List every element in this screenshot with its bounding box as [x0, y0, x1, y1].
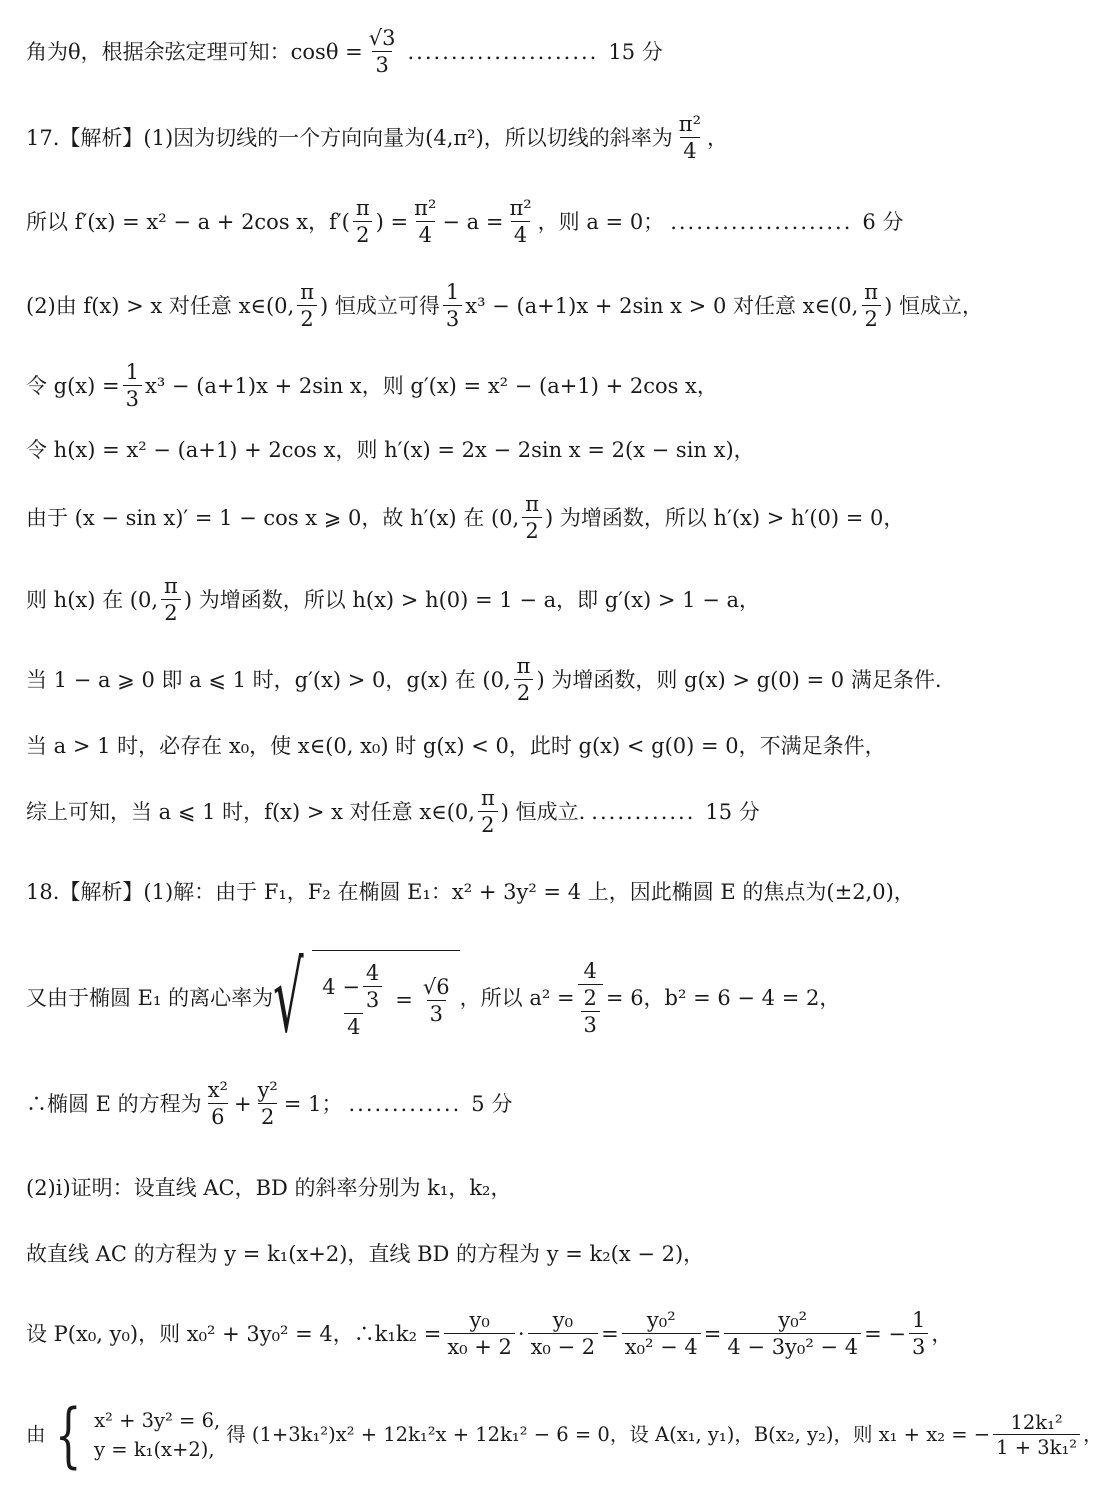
- brace-icon: {: [54, 1394, 82, 1476]
- denominator: [578, 984, 603, 1036]
- numerator: 2: [583, 985, 597, 1010]
- line-4: [26, 282, 1060, 330]
- fraction-pi-over-2: [514, 656, 534, 704]
- text: 当 a > 1 时，必存在 x₀，使 x∈(0, x₀) 时 g(x) < 0，此时 g(x) < g(0) = 0，不满足条件，: [26, 734, 886, 758]
- fraction-1-over-3: [123, 362, 142, 410]
- text: 则 h(x) 在 (0,: [26, 587, 159, 612]
- denominator: x₀ + 2: [444, 1333, 515, 1358]
- fraction-y2-over-2: [255, 1080, 281, 1128]
- line-18: [26, 1394, 1103, 1476]
- line-12: [26, 882, 1060, 903]
- radical-sign: √: [273, 942, 304, 1054]
- text: 由: [26, 1423, 46, 1447]
- fraction-1-over-3: [443, 282, 462, 330]
- denominator: 3: [372, 51, 391, 76]
- denominator: 3: [443, 305, 462, 330]
- text: 令 h(x) = x² − (a+1) + 2cos x，则 h′(x) = 2x − 2sin x = 2(x − sin x)，: [26, 438, 755, 462]
- text: ) 为增函数，所以 h(x) > h(0) = 1 − a，即 g′(x) > 1 − a，: [183, 587, 761, 612]
- text: ) =: [375, 209, 409, 234]
- text: ，: [931, 1321, 953, 1346]
- text: ，所以 a² =: [459, 985, 575, 1010]
- denominator: 3: [363, 986, 382, 1011]
- leader-dots: .....................: [670, 209, 853, 234]
- fraction-4-over-2-over-3: [578, 958, 603, 1037]
- text: 得 (1+3k₁²)x² + 12k₁²x + 12k₁² − 6 = 0，设 A(x₁, y₁)，B(x₂, y₂)，则 x₁ + x₂ = −: [226, 1423, 991, 1447]
- text: ，: [1083, 1423, 1103, 1447]
- score: 6 分: [862, 209, 904, 234]
- numerator: 1: [445, 280, 460, 304]
- fraction-4: [724, 1310, 861, 1358]
- denominator: 1 + 3k₁²: [993, 1434, 1080, 1458]
- fraction-4-over-3: [363, 963, 382, 1011]
- equation-1: x² + 3y² = 6,: [94, 1408, 221, 1432]
- line-8: [26, 576, 1060, 624]
- text: ，则 a = 0；: [537, 209, 665, 234]
- text: ) 为增函数，所以 h′(x) > h′(0) = 0，: [545, 505, 905, 530]
- text: ∴椭圆 E 的方程为: [26, 1091, 202, 1116]
- line-13: [26, 942, 1060, 1054]
- score: 15 分: [608, 39, 663, 64]
- denominator: 2: [862, 305, 881, 330]
- fraction-pi-over-2: [353, 198, 373, 246]
- numerator: [319, 963, 388, 1013]
- plus: +: [233, 1091, 252, 1116]
- numerator: 1: [125, 360, 139, 384]
- fraction-5: [909, 1310, 928, 1358]
- text: x³ − (a+1)x + 2sin x > 0 对任意 x∈(0,: [465, 293, 859, 318]
- text: 故直线 AC 的方程为 y = k₁(x+2)，直线 BD 的方程为 y = k₂(x − 2)，: [26, 1242, 705, 1266]
- text: 18.【解析】(1)解：由于 F₁，F₂ 在椭圆 E₁：x² + 3y² = 4 上，因此椭圆 E 的焦点为(±2,0)，: [26, 880, 915, 904]
- denominator: 2: [353, 221, 372, 246]
- fraction-x2-over-6: [205, 1080, 231, 1128]
- numerator: π: [300, 280, 314, 304]
- line-3: [26, 198, 1060, 246]
- text: (2)i)证明：设直线 AC，BD 的斜率分别为 k₁，k₂，: [26, 1176, 512, 1200]
- equation-system: [94, 1408, 221, 1461]
- text: 设 P(x₀, y₀)，则 x₀² + 3y₀² = 4，∴k₁k₂ =: [26, 1321, 442, 1346]
- denominator: 2: [297, 305, 316, 330]
- denominator: 2: [258, 1103, 277, 1128]
- text: = 1；: [283, 1091, 343, 1116]
- denominator: 4: [416, 221, 435, 246]
- denominator: 6: [208, 1103, 227, 1128]
- line-2: [26, 114, 1060, 162]
- denominator: 2: [161, 599, 180, 624]
- numerator: y₀: [469, 1308, 490, 1332]
- denominator: 3: [123, 385, 142, 410]
- denominator: 2: [522, 517, 541, 542]
- fraction-pi2-over-4: [676, 114, 704, 162]
- numerator: y²: [257, 1078, 278, 1102]
- numerator: π: [864, 280, 879, 304]
- dot-operator: ·: [517, 1321, 525, 1346]
- fraction-3: [622, 1310, 701, 1358]
- numerator: π: [480, 786, 495, 810]
- numerator: π²: [509, 196, 532, 220]
- leader-dots: ......................: [407, 39, 599, 64]
- fraction-pi-over-2: [297, 282, 317, 330]
- numerator: y₀²: [778, 1308, 808, 1332]
- fraction-sum: [993, 1410, 1080, 1459]
- text: 令 g(x) =: [26, 373, 120, 398]
- numerator: √6: [422, 974, 450, 999]
- text: ) 恒成立，: [884, 293, 983, 318]
- fraction-pi-over-2-b: [861, 282, 881, 330]
- text: ) 为增函数，则 g(x) > g(0) = 0 满足条件.: [536, 667, 942, 692]
- fraction-pi2-over-4: [411, 198, 439, 246]
- numerator: 4: [583, 958, 597, 983]
- fraction-2-over-3: [581, 985, 600, 1037]
- denominator: 4: [511, 221, 530, 246]
- text: 又由于椭圆 E₁ 的离心率为: [26, 985, 274, 1010]
- numerator: y₀: [552, 1308, 574, 1332]
- text: x³ − (a+1)x + 2sin x，则 g′(x) = x² − (a+1) + 2cos x，: [145, 373, 718, 398]
- text: 4 −: [322, 974, 360, 999]
- text: 所以 f′(x) = x² − a + 2cos x，f′(: [26, 209, 350, 234]
- text: ) 恒成立可得: [320, 293, 440, 318]
- text: ) 恒成立.: [500, 799, 586, 824]
- line-7: [26, 494, 1060, 542]
- text: 综上可知，当 a ⩽ 1 时，f(x) > x 对任意 x∈(0,: [26, 799, 475, 824]
- numerator: 1: [911, 1308, 926, 1332]
- denominator: 3: [581, 1011, 600, 1036]
- denominator: 3: [909, 1333, 928, 1358]
- fraction-1: [444, 1310, 515, 1358]
- fraction-outer: [319, 963, 388, 1038]
- denominator: 2: [514, 679, 533, 704]
- text: − a =: [442, 209, 504, 234]
- denominator: x₀² − 4: [622, 1333, 701, 1358]
- fraction-sqrt6-over-3: [420, 974, 453, 1026]
- numerator: y₀²: [646, 1308, 676, 1332]
- denominator: 4: [344, 1013, 363, 1038]
- text: 角为θ，根据余弦定理可知：cosθ =: [26, 39, 363, 64]
- equals-minus: = −: [864, 1321, 906, 1346]
- denominator: 4 − 3y₀² − 4: [724, 1333, 861, 1358]
- fraction-pi-over-2: [478, 788, 498, 836]
- equals: =: [601, 1321, 619, 1346]
- line-16: [26, 1244, 1060, 1265]
- text: 17.【解析】(1)因为切线的一个方向向量为(4,π²)，所以切线的斜率为: [26, 125, 673, 150]
- numerator: x²: [207, 1078, 228, 1102]
- numerator: π²: [678, 112, 702, 136]
- fraction-pi-over-2: [161, 576, 181, 624]
- line-15: [26, 1178, 1060, 1199]
- text: 由于 (x − sin x)′ = 1 − cos x ⩾ 0，故 h′(x) 在 (0,: [26, 505, 520, 530]
- denominator: 3: [427, 1000, 446, 1025]
- equals: =: [395, 988, 413, 1012]
- line-1: [26, 28, 1060, 76]
- numerator: π²: [414, 196, 437, 220]
- numerator: 12k₁²: [1010, 1410, 1063, 1434]
- score: 15 分: [705, 799, 760, 824]
- equals: =: [703, 1321, 722, 1346]
- numerator: √3: [368, 26, 396, 50]
- numerator: π: [516, 654, 531, 678]
- leader-dots: .............: [348, 1091, 462, 1116]
- denominator: 4: [680, 137, 699, 162]
- text: (2)由 f(x) > x 对任意 x∈(0,: [26, 293, 295, 318]
- line-9: [26, 656, 1060, 704]
- fraction-pi2-over-4-b: [506, 198, 534, 246]
- numerator: π: [164, 574, 178, 598]
- eccentricity-sqrt: [273, 942, 460, 1054]
- text: 当 1 − a ⩾ 0 即 a ⩽ 1 时，g′(x) > 0，g(x) 在 (0,: [26, 667, 511, 692]
- fraction-sqrt3-over-3: [366, 28, 399, 76]
- equation-2: y = k₁(x+2),: [94, 1438, 215, 1461]
- line-11: [26, 788, 1060, 836]
- line-17: [26, 1310, 1060, 1358]
- radicand: [312, 950, 459, 1046]
- score: 5 分: [471, 1091, 513, 1116]
- denominator: x₀ − 2: [528, 1333, 599, 1358]
- fraction-2: [528, 1310, 599, 1358]
- line-6: [26, 440, 1060, 461]
- numerator: π: [525, 492, 540, 516]
- text: = 6，b² = 6 − 4 = 2，: [605, 985, 841, 1010]
- numerator: 4: [365, 961, 380, 985]
- denominator: 2: [478, 811, 497, 836]
- leader-dots: ............: [591, 799, 696, 824]
- line-14: [26, 1080, 1060, 1128]
- line-5: [26, 362, 1060, 410]
- line-10: [26, 736, 1060, 757]
- numerator: π: [355, 196, 370, 220]
- text: ，: [707, 125, 729, 150]
- fraction-pi-over-2: [522, 494, 542, 542]
